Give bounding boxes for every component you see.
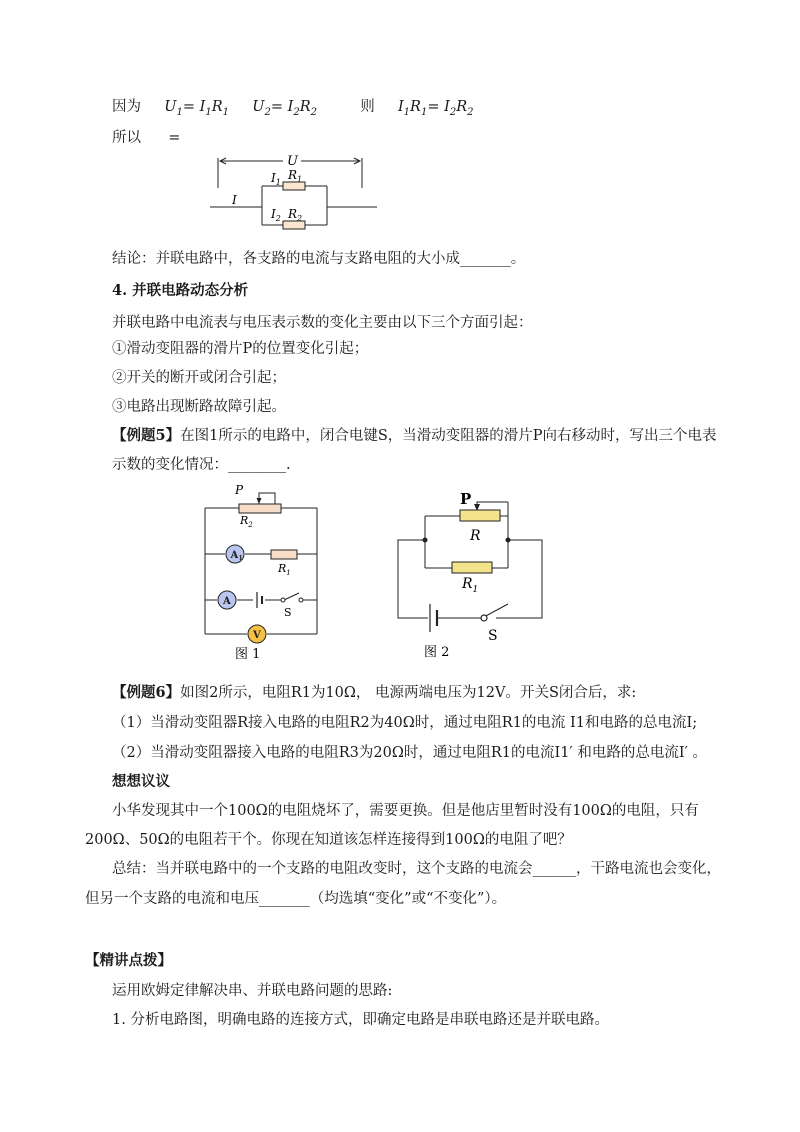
label-i1: $I_1$ (271, 171, 281, 187)
label-r2: $R_2$ (288, 207, 303, 223)
jingjiang-heading: 【精讲点拨】 (85, 952, 172, 969)
resistor-r1 (271, 550, 297, 559)
section-4-heading: 4. 并联电路动态分析 (112, 282, 249, 299)
rheostat-r (460, 510, 500, 521)
list-item: ②开关的断开或闭合引起； (112, 370, 286, 386)
label-s: S (284, 606, 292, 619)
figure-1-circuit (195, 478, 330, 663)
eq-i1r1: $I_1R_1= I_2R_2$ (397, 99, 474, 118)
so-text: 所以 (112, 130, 141, 146)
label-r1: $R_1$ (278, 562, 291, 577)
example-6-tag: 【例题6】 (112, 684, 181, 701)
figure-2-caption: 图 2 (424, 645, 450, 658)
equation-line-1 (112, 97, 474, 117)
example-6-question-2: （2）当滑动变阻器接入电路的电阻R3为20Ω时，通过电阻R1的电流I1′ 和电路的总电流I′ 。 (112, 745, 707, 761)
label-i: I (232, 193, 237, 207)
label-u: U (287, 154, 298, 169)
summary-line-2: 但另一个支路的电流和电压_______（均选填“变化”或“不变化”）。 (85, 891, 507, 907)
conclusion: 结论：并联电路中，各支路的电流与支路电阻的大小成_______。 (112, 251, 526, 267)
list-item: ①滑动变阻器的滑片P的位置变化引起； (112, 341, 369, 357)
label-p: P (235, 483, 244, 497)
rheostat-r2 (239, 504, 281, 513)
then-text: 则 (360, 99, 375, 115)
figure-1-caption: 图 1 (235, 647, 261, 662)
label-r1: $R_1$ (462, 576, 479, 595)
eq-u2: $U_2= I_2R_2$ (252, 99, 317, 118)
example-6-question-1: （1）当滑动变阻器R接入电路的电阻R2为40Ω时，通过电阻R1的电流 I1和电路的总电流I; (112, 715, 698, 731)
summary-line-1: 总结：当并联电路中的一个支路的电阻改变时，这个支路的电流会______，干路电流也会变化， (112, 861, 721, 877)
think-heading: 想想议议 (112, 773, 170, 790)
example-5-tag: 【例题5】 (112, 427, 181, 444)
label-r: R (470, 528, 481, 544)
think-paragraph-1: 小华发现其中一个100Ω的电阻烧坏了，需要更换。但是他店里暂时没有100Ω的电阻，只有 (112, 803, 699, 819)
resistor-r1 (452, 562, 492, 573)
jingjiang-paragraph-2: 1. 分析电路图，明确电路的连接方式，即确定电路是串联电路还是并联电路。 (112, 1012, 609, 1028)
equation-line-2 (112, 128, 180, 148)
think-paragraph-2: 200Ω、50Ω的电阻若干个。你现在知道该怎样连接得到100Ω的电阻了吧？ (85, 832, 572, 848)
jingjiang-paragraph-1: 运用欧姆定律解决串、并联电路问题的思路: (112, 983, 393, 999)
voltmeter-v-label: V (253, 630, 261, 641)
equals-sign: = (168, 130, 181, 146)
label-s: S (488, 628, 498, 644)
example-5-line-1 (112, 426, 717, 446)
eq-u1: $U_1= I_1R_1$ (164, 99, 229, 118)
label-i2: $I_2$ (271, 207, 281, 223)
example-5-line-2: 示数的变化情况：________. (112, 457, 291, 473)
parallel-circuit-diagram (205, 150, 385, 235)
svg-text:1: 1 (238, 555, 243, 562)
label-r1: $R_1$ (288, 168, 303, 184)
list-item: ③电路出现断路故障引起。 (112, 399, 286, 415)
example-6-line (112, 683, 636, 703)
label-p: P (460, 490, 472, 508)
label-r2: $R_2$ (240, 514, 253, 529)
lead-text: 因为 (112, 99, 141, 115)
example-5-text: 在图1所示的电路中，闭合电键S，当滑动变阻器的滑片P向右移动时，写出三个电表 (180, 428, 717, 444)
svg-text:A: A (230, 550, 239, 561)
figure-2-circuit (390, 488, 550, 658)
example-6-text: 如图2所示，电阻R1为10Ω， 电源两端电压为12V。开关S闭合后，求: (180, 685, 637, 701)
ammeter-a-label: A (223, 596, 231, 607)
intro-text: 并联电路中电流表与电压表示数的变化主要由以下三个方面引起： (112, 315, 533, 331)
